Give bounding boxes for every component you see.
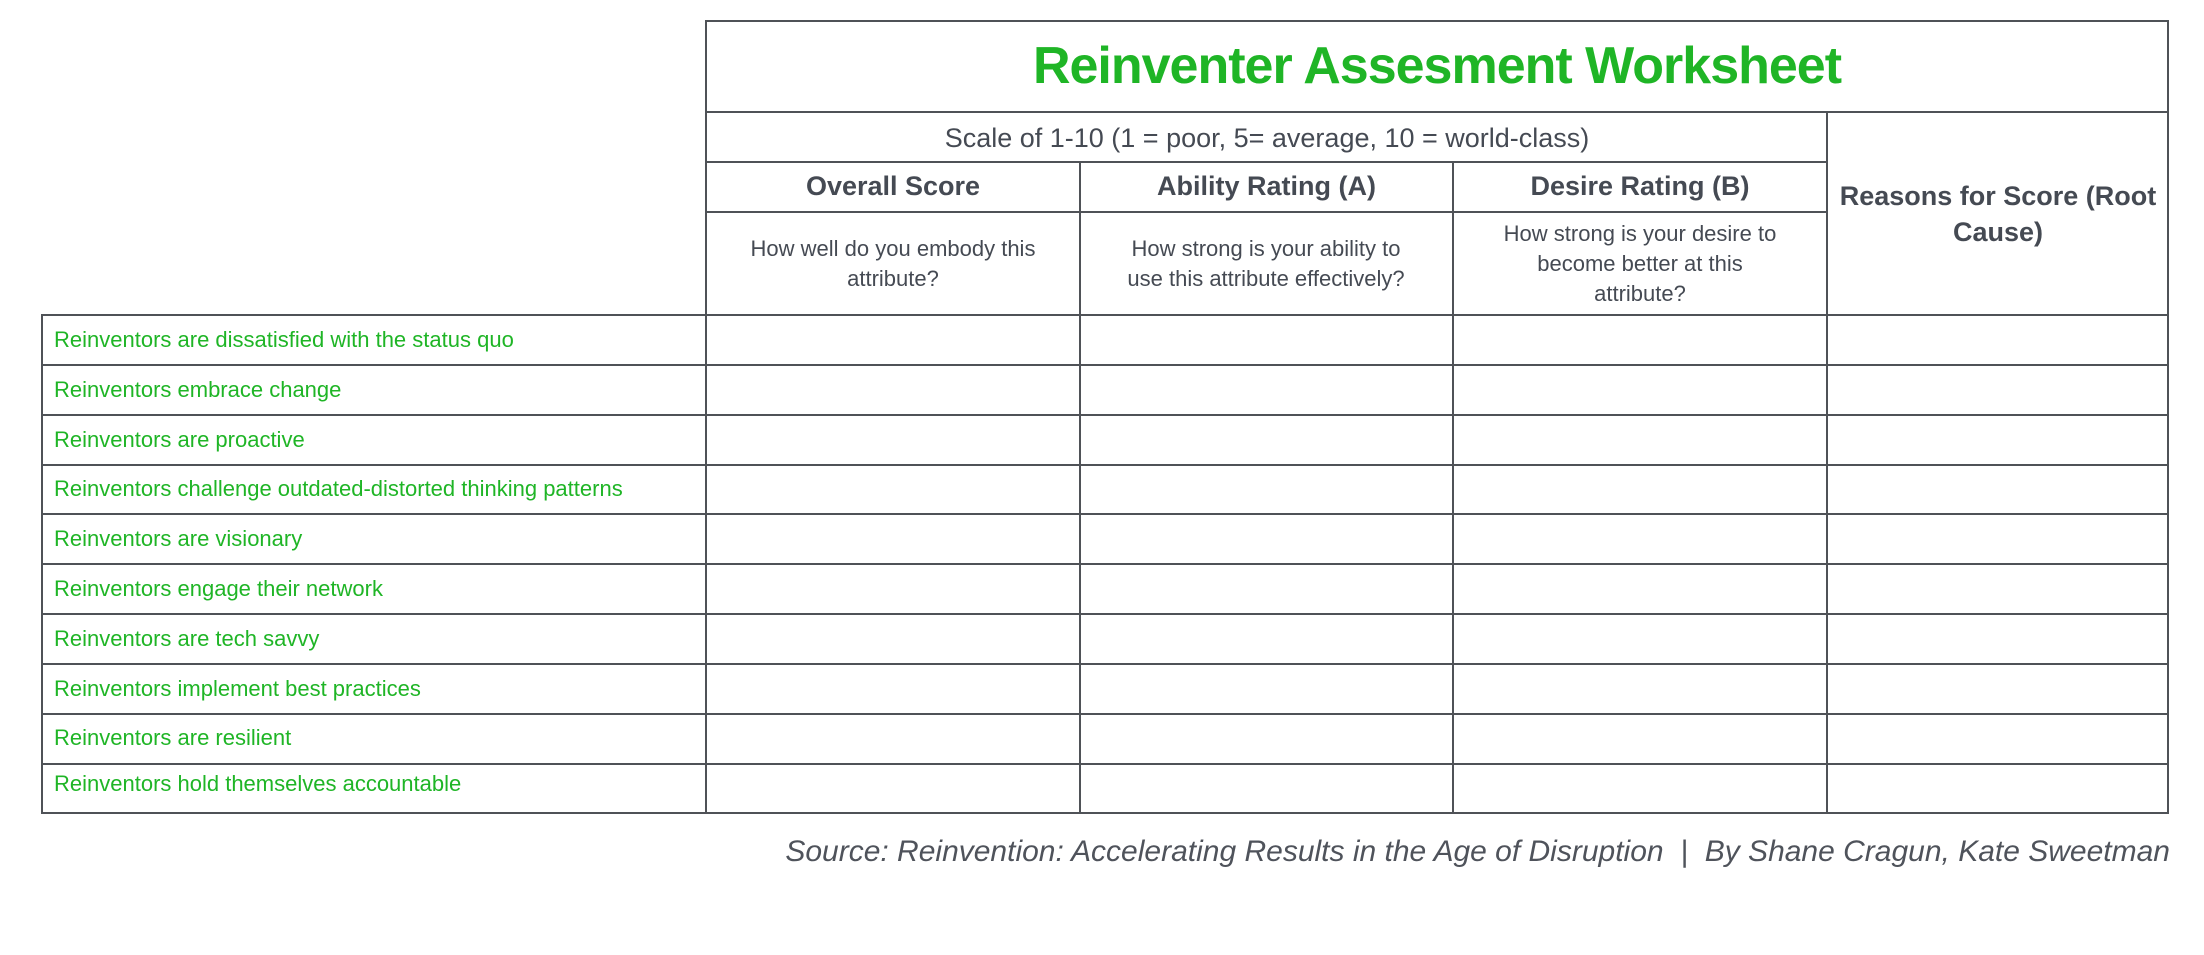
overall-score-question: How well do you embody this attribute? — [750, 235, 1036, 291]
source-citation: Source: Reinvention: Accelerating Results in the Age of Disruption | By Shane Cragun, Kate Sweetman — [785, 835, 2170, 868]
attribute-label: Reinventors are tech savvy — [54, 626, 320, 651]
ability-rating-header: Ability Rating (A) — [1157, 170, 1376, 201]
attribute-label: Reinventors are dissatisfied with the status quo — [54, 327, 514, 352]
desire-rating-header: Desire Rating (B) — [1530, 170, 1750, 201]
attribute-label: Reinventors embrace change — [54, 377, 342, 402]
desire-rating-question: How strong is your desire to become better at this attribute? — [1503, 220, 1777, 306]
worksheet-title: Reinventer Assesment Worksheet — [1032, 37, 1842, 95]
attribute-label: Reinventors implement best practices — [54, 676, 421, 701]
attribute-label: Reinventors hold themselves accountable — [54, 771, 462, 796]
attribute-label: Reinventors engage their network — [54, 576, 383, 601]
ability-rating-question: How strong is your ability to use this attribute effectively? — [1127, 235, 1405, 291]
attribute-label: Reinventors challenge outdated-distorted thinking patterns — [54, 476, 623, 501]
scale-note: Scale of 1-10 (1 = poor, 5= average, 10 = world-class) — [944, 122, 1590, 153]
reasons-header: Reasons for Score (Root Cause) — [1839, 181, 2157, 247]
attribute-label: Reinventors are resilient — [54, 725, 292, 750]
attribute-label: Reinventors are proactive — [54, 427, 305, 452]
attribute-label: Reinventors are visionary — [54, 526, 303, 551]
overall-score-header: Overall Score — [805, 170, 981, 201]
